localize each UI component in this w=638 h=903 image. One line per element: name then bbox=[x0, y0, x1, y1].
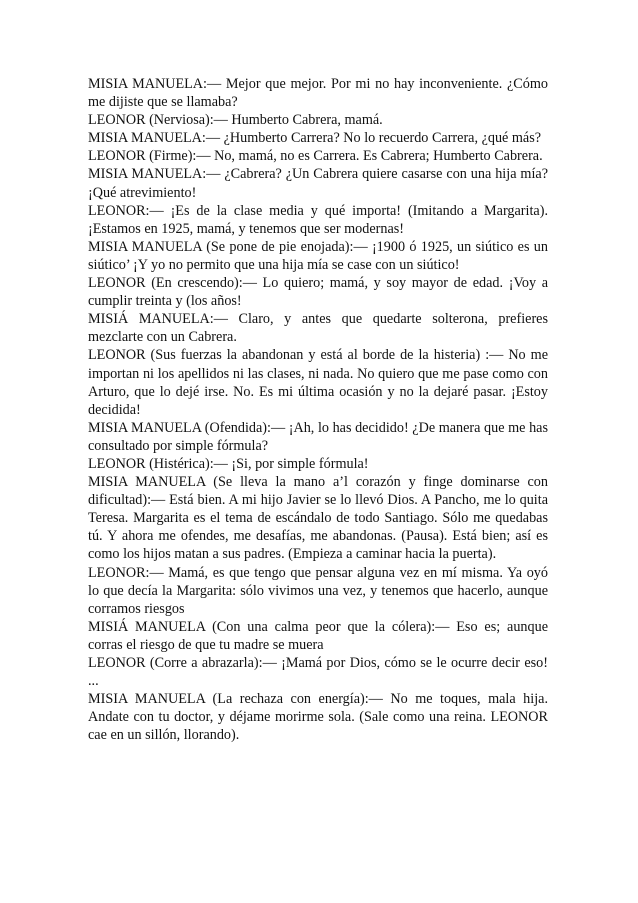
dialogue-line: LEONOR:— ¡Es de la clase media y qué importa! (Imitando a Margarita). ¡Estamos en 1925, mamá, y tenemos que ser modernas! bbox=[88, 202, 548, 237]
dialogue-line: MISIA MANUELA (La rechaza con energía):— No me toques, mala hija. Andate con tu doctor, y déjame morirme sola. (Sale como una reina. LEONOR cae en un sillón, llorando). bbox=[88, 691, 548, 744]
script-page bbox=[88, 75, 548, 744]
dialogue-line: MISIA MANUELA:— ¿Cabrera? ¿Un Cabrera quiere casarse con una hija mía? ¡Qué atrevimiento! bbox=[88, 166, 548, 201]
dialogue-line: LEONOR:— Mamá, es que tengo que pensar alguna vez en mí misma. Ya oyó lo que decía la Margarita: sólo vivimos una vez, y tenemos que hacerlo, aunque corramos riesgos bbox=[88, 564, 548, 617]
dialogue-line: LEONOR (Histérica):— ¡Si, por simple fórmula! bbox=[88, 455, 369, 472]
dialogue-line: MISIA MANUELA:— Mejor que mejor. Por mi no hay inconveniente. ¿Cómo me dijiste que se llamaba? bbox=[88, 76, 548, 111]
dialogue-line: MISIÁ MANUELA:— Claro, y antes que quedarte solterona, prefieres mezclarte con un Cabrera. bbox=[88, 311, 548, 346]
dialogue-line: LEONOR (En crescendo):— Lo quiero; mamá, y soy mayor de edad. ¡Voy a cumplir treinta y (los años! bbox=[88, 275, 548, 310]
dialogue-line: MISIA MANUELA (Se lleva la mano a’l corazón y finge dominarse con dificultad):— Está bien. A mi hijo Javier se lo llevó Dios. A Pancho, me lo quita Teresa. Margarita es el tema de escándalo de todo Santiago. Sólo me quedabas tú. Y ahora me ofendes, me desafías, me abandonas. (Pausa). Está bien; así es como los hijos matan a sus padres. (Empieza a caminar hacia la puerta). bbox=[88, 474, 548, 563]
dialogue-line: MISIA MANUELA (Ofendida):— ¡Ah, lo has decidido! ¿De manera que me has consultado por simple fórmula? bbox=[88, 419, 548, 454]
dialogue-line: LEONOR (Sus fuerzas la abandonan y está al borde de la histeria) :— No me importan ni los apellidos ni las clases, ni nada. No quiero que me pase como con Arturo, que lo dejé irse. No. Es mi última ocasión y no la dejaré pasar. ¡Estoy decidida! bbox=[88, 347, 548, 418]
dialogue-line: LEONOR (Corre a abrazarla):— ¡Mamá por Dios, cómo se le ocurre decir eso! ... bbox=[88, 655, 548, 690]
dialogue-line: LEONOR (Firme):— No, mamá, no es Carrera. Es Cabrera; Humberto Cabrera. bbox=[88, 148, 543, 165]
dialogue-line: MISIA MANUELA (Se pone de pie enojada):— ¡1900 ó 1925, un siútico es un siútico’ ¡Y yo no permito que una hija mía se case con un siútico! bbox=[88, 238, 548, 273]
dialogue-line: LEONOR (Nerviosa):— Humberto Cabrera, mamá. bbox=[88, 112, 383, 129]
dialogue-line: MISIA MANUELA:— ¿Humberto Carrera? No lo recuerdo Carrera, ¿qué más? bbox=[88, 130, 542, 147]
dialogue-line: MISIÁ MANUELA (Con una calma peor que la cólera):— Eso es; aunque corras el riesgo de que tu madre se muera bbox=[88, 618, 548, 653]
